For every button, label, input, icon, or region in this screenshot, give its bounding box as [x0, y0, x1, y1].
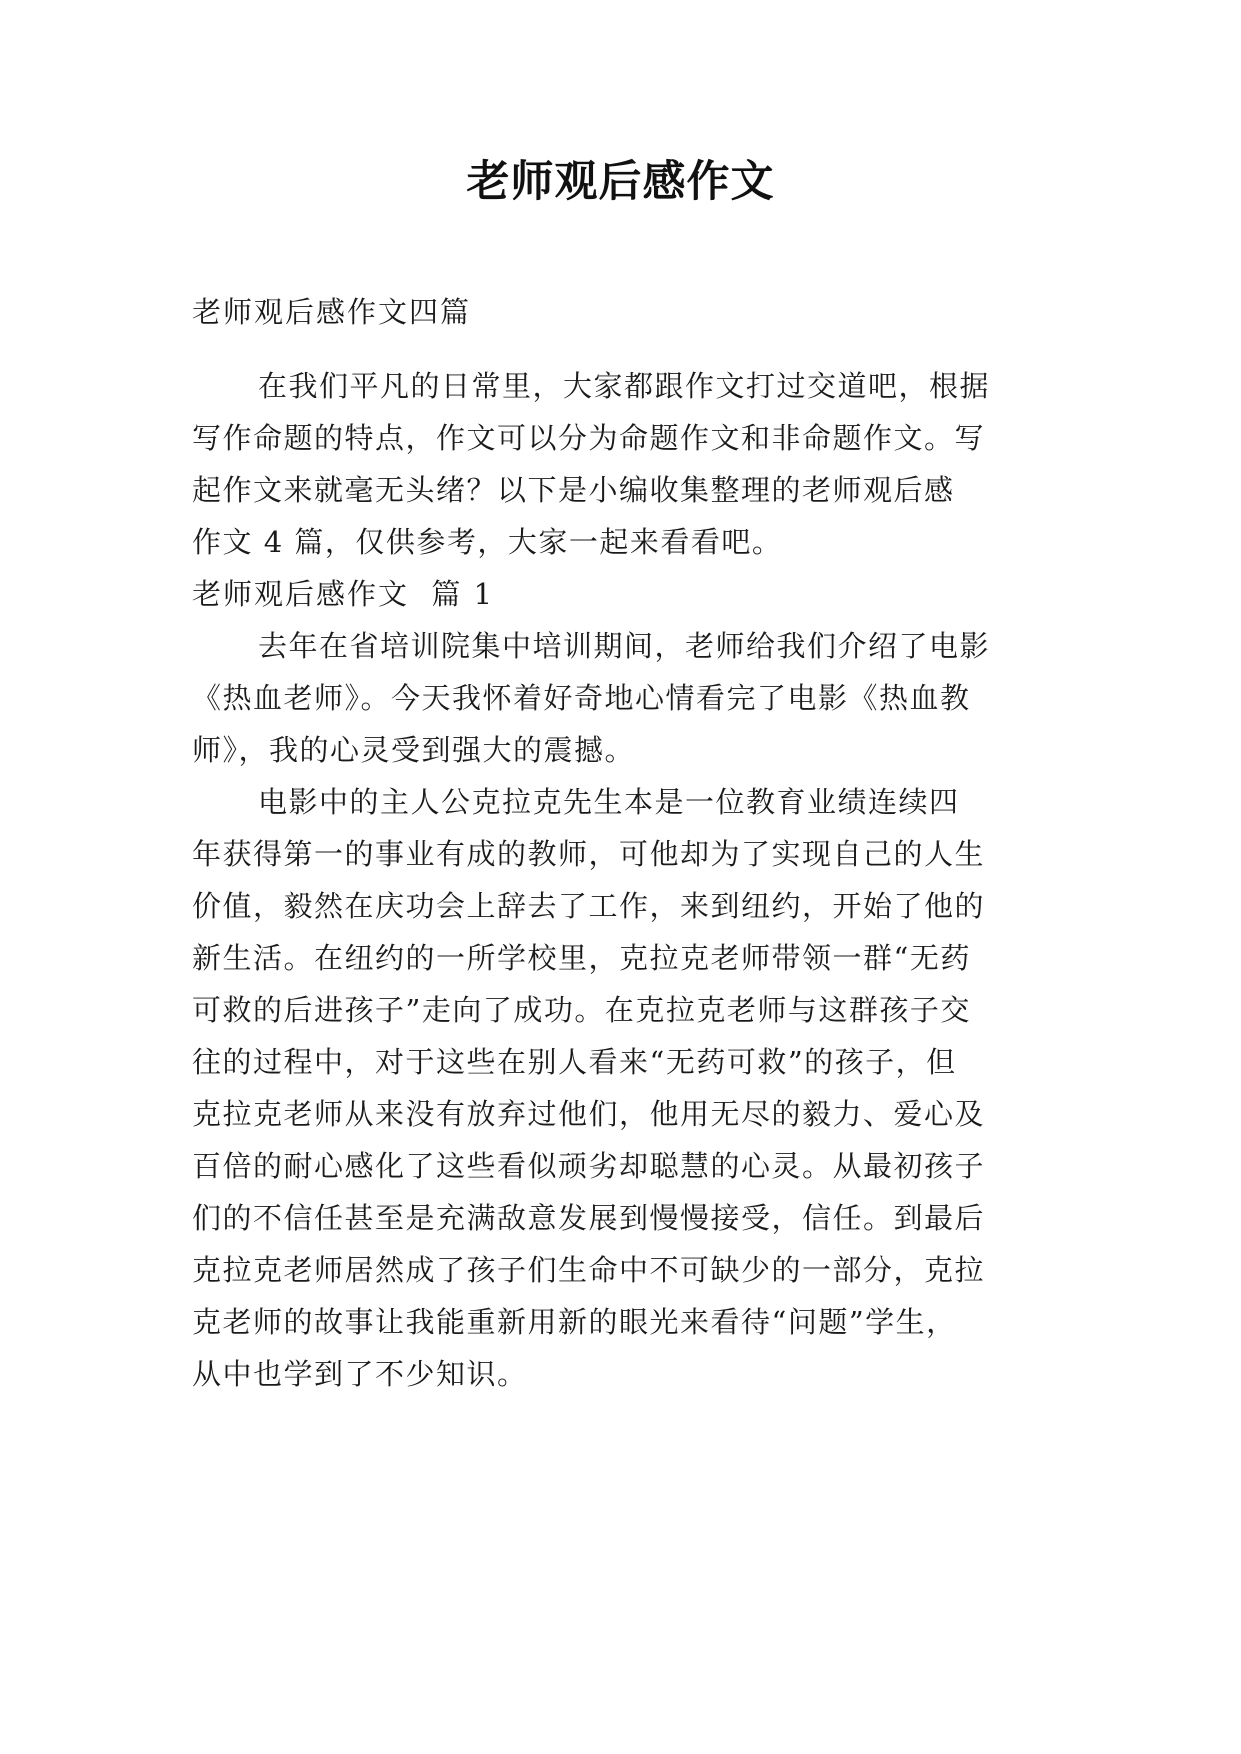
paragraph-line: 克拉克老师居然成了孩子们生命中不可缺少的一部分，克拉	[192, 1253, 986, 1287]
intro-line: 作文 4 篇，仅供参考，大家一起来看看吧。	[192, 525, 783, 559]
paragraph-line: 往的过程中，对于这些在别人看来“无药可救”的孩子，但	[192, 1045, 957, 1079]
section-heading: 老师观后感作文 篇 1	[192, 577, 495, 611]
paragraph-line: 可救的后进孩子”走向了成功。在克拉克老师与这群孩子交	[192, 993, 971, 1027]
paragraph-line: 年获得第一的事业有成的教师，可他却为了实现自己的人生	[192, 837, 986, 871]
intro-line: 写作命题的特点，作文可以分为命题作文和非命题作文。写	[192, 421, 986, 455]
paragraph-line: 新生活。在纽约的一所学校里，克拉克老师带领一群“无药	[192, 941, 971, 975]
document-title: 老师观后感作文	[466, 157, 775, 207]
paragraph-line: 们的不信任甚至是充满敌意发展到慢慢接受，信任。到最后	[192, 1201, 986, 1235]
intro-line: 在我们平凡的日常里，大家都跟作文打过交道吧，根据	[258, 369, 991, 403]
paragraph-line: 克老师的故事让我能重新用新的眼光来看待“问题”学生，	[192, 1305, 957, 1339]
intro-line: 起作文来就毫无头绪？以下是小编收集整理的老师观后感	[192, 473, 955, 507]
paragraph-line: 克拉克老师从来没有放弃过他们，他用无尽的毅力、爱心及	[192, 1097, 986, 1131]
paragraph-line: 从中也学到了不少知识。	[192, 1357, 528, 1391]
paragraph-line: 去年在省培训院集中培训期间，老师给我们介绍了电影	[258, 629, 991, 663]
paragraph-line: 师》，我的心灵受到强大的震撼。	[192, 733, 636, 767]
paragraph-line: 百倍的耐心感化了这些看似顽劣却聪慧的心灵。从最初孩子	[192, 1149, 986, 1183]
paragraph-line: 电影中的主人公克拉克先生本是一位教育业绩连续四	[258, 785, 960, 819]
paragraph-line: 《热血老师》。今天我怀着好奇地心情看完了电影《热血教	[192, 681, 971, 715]
paragraph-line: 价值，毅然在庆功会上辞去了工作，来到纽约，开始了他的	[192, 889, 986, 923]
document-subtitle: 老师观后感作文四篇	[192, 295, 472, 329]
